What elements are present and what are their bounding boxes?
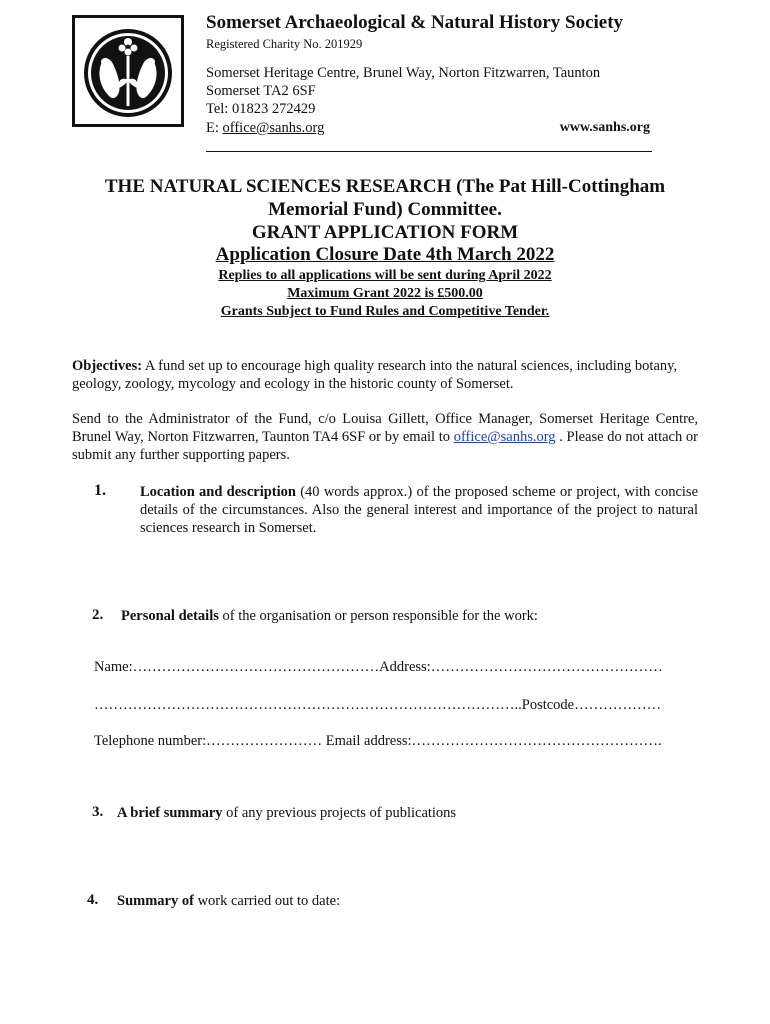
item-2-text [121, 607, 701, 625]
max-grant-note: Maximum Grant 2022 is £500.00 [287, 286, 483, 301]
fund-rules-note: Grants Subject to Fund Rules and Competitive Tender. [220, 304, 550, 319]
postcode-field[interactable]: ……………………………………………………………………………..Postcode……………… [94, 697, 662, 713]
item-3-number: 3. [92, 804, 104, 820]
form-title: GRANT APPLICATION FORM [251, 222, 519, 243]
item-1-body: (40 words approx.) of the proposed scheme or project, with concise details of the circumstances. Also the general interest and importance of the project to natural sciences research in Somerset. [140, 484, 699, 536]
item-1-heading: Location and description [140, 484, 296, 500]
send-to-text-end: . Please do not attach or submit any further supporting papers. [72, 429, 698, 463]
telephone-email-field[interactable]: Telephone number:…………………… Email address:……………………………………………. [94, 733, 662, 749]
closure-date: Application Closure Date 4th March 2022 [215, 244, 555, 265]
email-prefix: E: [206, 120, 223, 136]
item-4-heading: Summary of [117, 893, 194, 909]
website-link[interactable]: www.sanhs.org [559, 120, 650, 135]
send-to-email-link[interactable]: office@sanhs.org [453, 429, 556, 445]
title-line-1: THE NATURAL SCIENCES RESEARCH (The Pat Hill-Cottingham [104, 176, 666, 197]
address-line-1: Somerset Heritage Centre, Brunel Way, Norton Fitzwarren, Taunton [206, 65, 601, 81]
objectives-paragraph [72, 357, 698, 393]
society-name: Somerset Archaeological & Natural History Society [206, 12, 624, 33]
email-line [206, 120, 324, 137]
header-divider [206, 151, 652, 152]
replies-note: Replies to all applications will be sent during April 2022 [218, 268, 552, 283]
item-3-text [117, 804, 697, 822]
item-1-number: 1. [94, 482, 106, 499]
item-3-heading: A brief summary [117, 805, 223, 821]
charity-number: Registered Charity No. 201929 [206, 37, 363, 51]
item-4-body: work carried out to date: [193, 893, 341, 909]
item-4-text [117, 892, 697, 910]
item-2-body: of the organisation or person responsible for the work: [218, 608, 538, 624]
society-logo [72, 15, 184, 127]
title-line-2: Memorial Fund) Committee. [268, 199, 502, 220]
address-line-2: Somerset TA2 6SF [206, 83, 316, 99]
telephone: Tel: 01823 272429 [206, 101, 316, 117]
objectives-text: A fund set up to encourage high quality research into the natural sciences, including botany, geology, zoology, mycology and ecology in the historic county of Somerset. [72, 358, 678, 392]
item-2-heading: Personal details [121, 608, 219, 624]
send-to-paragraph [72, 410, 698, 464]
item-3-body: of any previous projects of publications [222, 805, 457, 821]
name-address-field[interactable]: Name:……………………………………………Address:………………………………………… [94, 659, 663, 675]
send-to-text: Send to the Administrator of the Fund, c/o Louisa Gillett, Office Manager, Somerset Heritage Centre, Brunel Way, Norton Fitzwarren, Taunton TA4 6SF or by email to [72, 411, 698, 445]
item-4-number: 4. [87, 892, 99, 908]
item-1-text [140, 483, 698, 537]
item-2-number: 2. [92, 607, 104, 623]
birds-and-flower-emblem-icon [75, 18, 181, 124]
objectives-label: Objectives: [72, 358, 143, 374]
email-link[interactable]: office@sanhs.org [222, 120, 325, 136]
